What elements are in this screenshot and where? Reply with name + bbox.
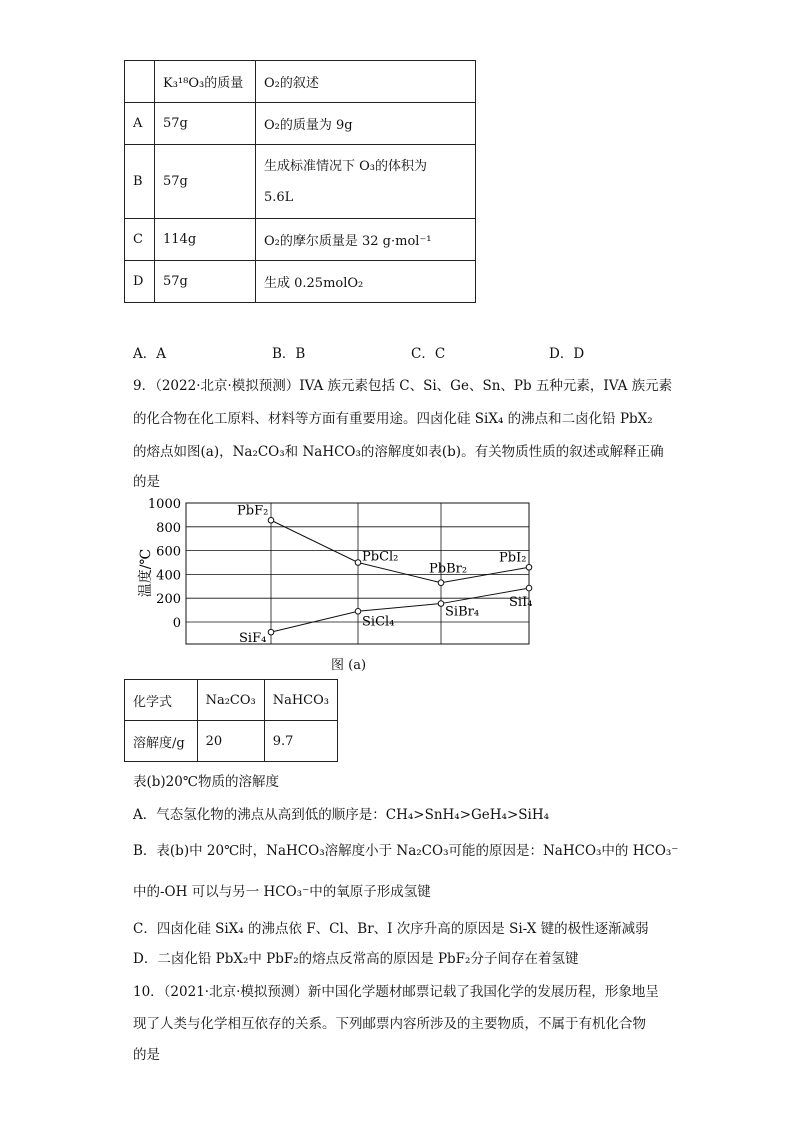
table-b-header-formula: 化学式 [125, 680, 198, 721]
q8-row-desc: O₂的质量为 9g [256, 103, 476, 145]
q8-row-mass: 57g [155, 145, 256, 219]
q8-option-a[interactable]: A．A [133, 346, 166, 362]
chart-point [438, 580, 444, 586]
chart-point-label: SiCl₄ [362, 614, 395, 630]
q9-option-d[interactable]: D．二卤化铅 PbX₂中 PbF₂的熔点反常高的原因是 PbF₂分子间存在着氢键 [133, 951, 579, 967]
chart-point-label: PbI₂ [499, 550, 527, 566]
chart-point [438, 601, 444, 607]
q9-stem-line2: 的化合物在化工原料、材料等方面有重要用途。四卤化硅 SiX₄ 的沸点和二卤化铅 PbX₂ [133, 411, 653, 427]
table-b-row-label: 溶解度/g [125, 721, 198, 762]
q9-option-b-line1[interactable]: B．表(b)中 20℃时，NaHCO₃溶解度小于 Na₂CO₃可能的原因是：NaHCO₃中的 HCO₃⁻ [133, 843, 679, 859]
chart-point-label: PbCl₂ [362, 549, 399, 565]
q9-stem-line3: 的熔点如图(a)，Na₂CO₃和 NaHCO₃的溶解度如表(b)。有关物质性质的叙述或解释正确 [133, 444, 664, 460]
q9-stem-line4: 的是 [133, 474, 160, 490]
q8-row-label: A [125, 103, 155, 145]
table-b-value-nahco3: 9.7 [264, 721, 337, 762]
chart-series-line [271, 520, 529, 582]
q8-option-d[interactable]: D．D [549, 346, 585, 362]
chart-ylabel: 温度/℃ [138, 548, 154, 598]
q8-option-b[interactable]: B．B [272, 346, 306, 362]
chart-ytick-label: 0 [172, 616, 181, 631]
chart-point [355, 560, 361, 566]
q8-row-mass: 57g [155, 103, 256, 145]
q8-row-label: B [125, 145, 155, 219]
q9-option-a[interactable]: A．气态氢化物的沸点从高到低的顺序是：CH₄>SnH₄>GeH₄>SiH₄ [133, 807, 550, 823]
chart-point-label: PbBr₂ [429, 561, 468, 577]
chart-point [526, 585, 532, 591]
q9-option-c[interactable]: C．四卤化硅 SiX₄ 的沸点依 F、Cl、Br、I 次序升高的原因是 Si-X 键的极性逐渐减弱 [133, 921, 649, 937]
chart-point-label: SiF₄ [239, 631, 267, 647]
q8-row-label: C [125, 219, 155, 261]
chart-point [268, 629, 274, 635]
table-b-header-nahco3: NaHCO₃ [264, 680, 337, 721]
q8-row-mass: 57g [155, 261, 256, 303]
chart-point [355, 608, 361, 614]
chart-point-label: PbF₂ [237, 503, 269, 519]
chart-point-label: SiBr₄ [445, 604, 480, 620]
chart-ytick-label: 200 [156, 592, 181, 608]
chart-ytick-label: 1000 [147, 497, 181, 512]
chart-point-label: SiI₄ [509, 595, 533, 611]
q9-table-b [124, 679, 338, 762]
q8-header-mass: K₃¹⁸O₃的质量 [155, 61, 256, 103]
chart-point [268, 517, 274, 523]
q8-row-mass: 114g [155, 219, 256, 261]
chart-ytick-label: 400 [156, 568, 181, 584]
table-b-value-na2co3: 20 [197, 721, 264, 762]
chart-ytick-label: 600 [156, 544, 181, 560]
chart-ytick-label: 800 [156, 520, 181, 536]
q8-option-c[interactable]: C．C [411, 346, 446, 362]
q9-stem-line1: 9．（2022·北京·模拟预测）IVA 族元素包括 C、Si、Ge、Sn、Pb 五种元素，IVA 族元素 [133, 378, 673, 394]
chart-point [526, 564, 532, 570]
q8-row-label: D [125, 261, 155, 303]
chart-frame [186, 503, 529, 647]
chart-series-line [271, 588, 529, 632]
q8-row-desc-line1: 生成标准情况下 O₃的体积为 [264, 158, 428, 174]
q8-row-desc: 生成 0.25molO₂ [256, 261, 476, 303]
q8-header-desc: O₂的叙述 [256, 61, 476, 103]
q8-row-desc-line2: 5.6L [264, 189, 294, 205]
q8-row-desc: O₂的摩尔质量是 32 g·mol⁻¹ [256, 219, 476, 261]
chart-caption: 图 (a) [331, 658, 367, 673]
q10-stem-line3: 的是 [133, 1047, 160, 1063]
q10-stem-line1: 10．（2021·北京·模拟预测）新中国化学题材邮票记载了我国化学的发展历程，形象地呈 [133, 984, 659, 1000]
table-b-caption: 表(b)20℃物质的溶解度 [133, 774, 279, 790]
q9-option-b-line2[interactable]: 中的-OH 可以与另一 HCO₃⁻中的氧原子形成氢键 [133, 884, 431, 900]
q10-stem-line2: 现了人类与化学相互依存的关系。下列邮票内容所涉及的主要物质，不属于有机化合物 [133, 1016, 646, 1032]
table-b-header-na2co3: Na₂CO₃ [197, 680, 264, 721]
